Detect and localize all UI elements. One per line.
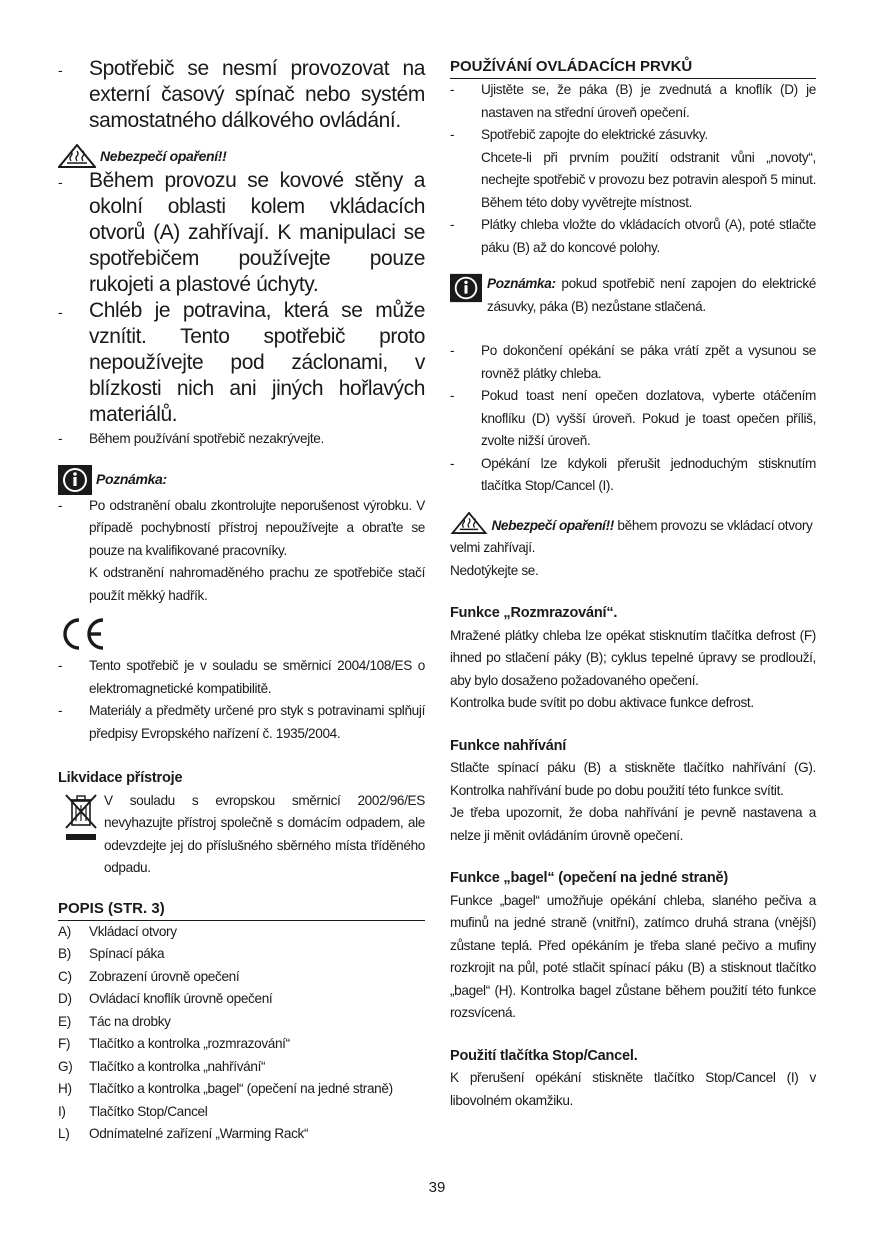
bullet-dash: - xyxy=(58,174,63,190)
after-text: Po dokončení opékání se páka vrátí zpět a vysunou se rovněž plátky chleba. xyxy=(481,343,816,381)
note-text: Po odstranění obalu zkontrolujte neporušenost výrobku. V případě pochybností přístroj nepoužívejte a obraťte se pouze na kvalifikované pracovníky. xyxy=(89,497,425,558)
description-key: C) xyxy=(58,968,72,984)
note-block xyxy=(450,273,816,318)
safety-text: Během provozu se kovové stěny a okolní oblasti kolem vkládacích otvorů (A) zahřívají. K manipulaci se spotřebičem používejte pouze rukojeti a plastové úchyty. xyxy=(89,169,425,296)
description-item xyxy=(58,1033,425,1056)
controls-text: Spotřebič zapojte do elektrické zásuvky. xyxy=(481,127,708,142)
safety-text: Během používání spotřebič nezakrývejte. xyxy=(89,431,324,446)
description-key: G) xyxy=(58,1058,73,1074)
description-text: Tlačítko a kontrolka „bagel“ (opečení na jedné straně) xyxy=(89,1081,393,1096)
description-title: POPIS (STR. 3) xyxy=(58,898,425,921)
description-text: Vkládací otvory xyxy=(89,923,177,939)
bullet-dash: - xyxy=(450,388,455,403)
description-text: Tlačítko a kontrolka „rozmrazování“ xyxy=(89,1036,290,1051)
warning-label: Nebezpečí opaření!! xyxy=(491,517,614,533)
safety-text: Spotřebič se nesmí provozovat na externí časový spínač nebo systém samostatného dálkového ovládání. xyxy=(89,57,425,132)
bullet-dash: - xyxy=(450,217,455,232)
description-list xyxy=(58,921,425,1146)
warning-text: během provozu se vkládací otvory velmi zahřívají. xyxy=(450,517,813,555)
note-item xyxy=(58,495,425,608)
defrost-title: Funkce „Rozmrazování“. xyxy=(450,605,618,621)
description-key: A) xyxy=(58,923,71,939)
ce-item xyxy=(58,700,425,745)
controls-text: Ujistěte se, že páka (B) je zvednutá a knoflík (D) je nastaven na střední úroveň opečení. xyxy=(481,82,816,120)
note-label: Poznámka: xyxy=(96,471,167,488)
description-item xyxy=(58,1011,425,1034)
note-heading xyxy=(58,465,425,495)
description-text: Tác na drobky xyxy=(89,1013,171,1029)
disposal-block xyxy=(58,790,425,880)
after-text: Opékání lze kdykoli přerušit jednoduchým stisknutím tlačítka Stop/Cancel (I). xyxy=(481,455,816,493)
description-key: E) xyxy=(58,1013,71,1029)
description-text: Zobrazení úrovně opečení xyxy=(89,968,240,984)
description-item xyxy=(58,1123,425,1146)
defrost-text: Kontrolka bude svítit po dobu aktivace funkce defrost. xyxy=(450,695,754,710)
controls-item xyxy=(450,124,816,214)
description-key: H) xyxy=(58,1081,72,1096)
ce-mark xyxy=(58,617,425,653)
controls-item xyxy=(450,214,816,259)
description-text: Spínací páka xyxy=(89,946,165,961)
page-number: 39 xyxy=(428,1179,446,1196)
ce-text: Materiály a předměty určené pro styk s potravinami splňují předpisy Evropského nařízení č. 1935/2004. xyxy=(89,703,425,741)
info-icon xyxy=(58,465,92,495)
description-item xyxy=(58,921,425,944)
controls-subtext: Chcete-li při prvním použití odstranit vůni „novoty“, nechejte spotřebič v provozu bez potravin alespoň 5 minut. Během této doby vyvětrejte místnost. xyxy=(481,149,816,210)
bullet-dash: - xyxy=(450,82,455,97)
description-item xyxy=(58,966,425,989)
note-label: Poznámka: xyxy=(487,276,556,291)
stop-text: K přerušení opékání stiskněte tlačítko Stop/Cancel (I) v libovolném okamžiku. xyxy=(450,1070,816,1108)
description-key: B) xyxy=(58,946,71,961)
left-column xyxy=(58,56,425,1146)
description-item xyxy=(58,988,425,1011)
safety-item xyxy=(58,428,425,451)
description-text: Ovládací knoflík úrovně opečení xyxy=(89,991,273,1006)
burn-warning-heading xyxy=(58,144,425,168)
warning-label: Nebezpečí opaření!! xyxy=(100,147,227,164)
bullet-dash: - xyxy=(58,703,63,718)
burn-warning-block xyxy=(450,512,816,583)
info-icon xyxy=(450,273,482,303)
description-item xyxy=(58,1101,425,1124)
description-text: Tlačítko a kontrolka „nahřívání“ xyxy=(89,1058,266,1074)
safety-item xyxy=(58,298,425,428)
reheat-text: Stlačte spínací páku (B) a stiskněte tlačítko nahřívání (G). Kontrolka nahřívání bude po dobu použití této funkce svítit. xyxy=(450,760,816,798)
after-text: Pokud toast není opečen dozlatova, vyberte otáčením knoflíku (D) vyšší úroveň. Pokud je toast opečen příliš, zvolte nižší úroveň. xyxy=(481,388,816,448)
disposal-title: Likvidace přístroje xyxy=(58,770,183,786)
after-item xyxy=(450,453,816,498)
note-text: K odstranění nahromaděného prachu ze spotřebiče stačí použít měkký hadřík. xyxy=(89,565,425,603)
bullet-dash: - xyxy=(58,497,63,513)
reheat-title: Funkce nahřívání xyxy=(450,737,567,754)
stop-title: Použití tlačítka Stop/Cancel. xyxy=(450,1047,638,1064)
disposal-text: V souladu s evropskou směrnicí 2002/96/ES nevyhazujte přístroj společně s domácím odpadem, ale odevzdejte jej do příslušného sběrného místa tříděného odpadu. xyxy=(104,792,425,875)
controls-text: Plátky chleba vložte do vkládacích otvorů (A), poté stlačte páku (B) až do koncové polohy. xyxy=(481,217,816,255)
bullet-dash: - xyxy=(58,431,63,446)
bagel-title: Funkce „bagel“ (opečení na jedné straně) xyxy=(450,870,729,886)
crossed-out-bin-icon xyxy=(63,792,99,842)
ce-item xyxy=(58,655,425,700)
controls-title: POUŽÍVÁNÍ OVLÁDACÍCH PRVKŮ xyxy=(450,56,816,79)
description-key: F) xyxy=(58,1036,71,1051)
defrost-text: Mražené plátky chleba lze opékat stisknutím tlačítka defrost (F) ihned po stlačení páky (B); cyklus tepelné úpravy se prodlouží, aby bylo dosaženo požadovaného opečení. xyxy=(450,627,816,688)
reheat-text: Je třeba upozornit, že doba nahřívání je pevně nastavena a nelze ji měnit ovládáním úrovně opečení. xyxy=(450,805,816,843)
warning-text: Nedotýkejte se. xyxy=(450,562,539,578)
safety-item xyxy=(58,168,425,298)
description-key: D) xyxy=(58,991,72,1006)
description-key: I) xyxy=(58,1103,66,1119)
note-text: pokud spotřebič není zapojen do elektrické zásuvky, páka (B) nezůstane stlačená. xyxy=(487,276,816,314)
after-item xyxy=(450,385,816,453)
description-item xyxy=(58,1056,425,1079)
controls-item xyxy=(450,79,816,124)
bullet-dash: - xyxy=(58,658,63,673)
safety-text: Chléb je potravina, která se může vznítit. Tento spotřebič proto nepoužívejte pod záclonami, v blízkosti nich ani jiných hořlavých materiálů. xyxy=(89,299,425,426)
description-item xyxy=(58,1078,425,1101)
description-key: L) xyxy=(58,1126,70,1141)
bullet-dash: - xyxy=(450,343,455,358)
ce-text: Tento spotřebič je v souladu se směrnicí 2004/108/ES o elektromagnetické kompatibilitě. xyxy=(89,658,425,696)
description-text: Tlačítko Stop/Cancel xyxy=(89,1103,208,1119)
bullet-dash: - xyxy=(58,62,63,78)
description-text: Odnímatelné zařízení „Warming Rack“ xyxy=(89,1126,309,1141)
bullet-dash: - xyxy=(450,455,455,471)
description-item xyxy=(58,943,425,966)
ce-mark-icon xyxy=(58,617,106,651)
bagel-text: Funkce „bagel“ umožňuje opékání chleba, slaného pečiva a mufinů na jedné straně (vnitřní), zatímco druhá strana (vnější) zůstane teplá. Před opékáním je třeba slané pečivo a mufiny rozkrojit na půl, poté stlačit spínací páku (B) a stisknout tlačítko „bagel“ (H). Kontrolka bagel zůstane během použití této funkce rozsvícená. xyxy=(450,892,816,1020)
safety-item xyxy=(58,56,425,134)
hot-surface-warning-icon xyxy=(450,512,488,534)
right-column xyxy=(450,56,816,1112)
bullet-dash: - xyxy=(450,127,455,142)
hot-surface-warning-icon xyxy=(58,144,96,168)
bullet-dash: - xyxy=(58,304,63,320)
after-item xyxy=(450,340,816,385)
